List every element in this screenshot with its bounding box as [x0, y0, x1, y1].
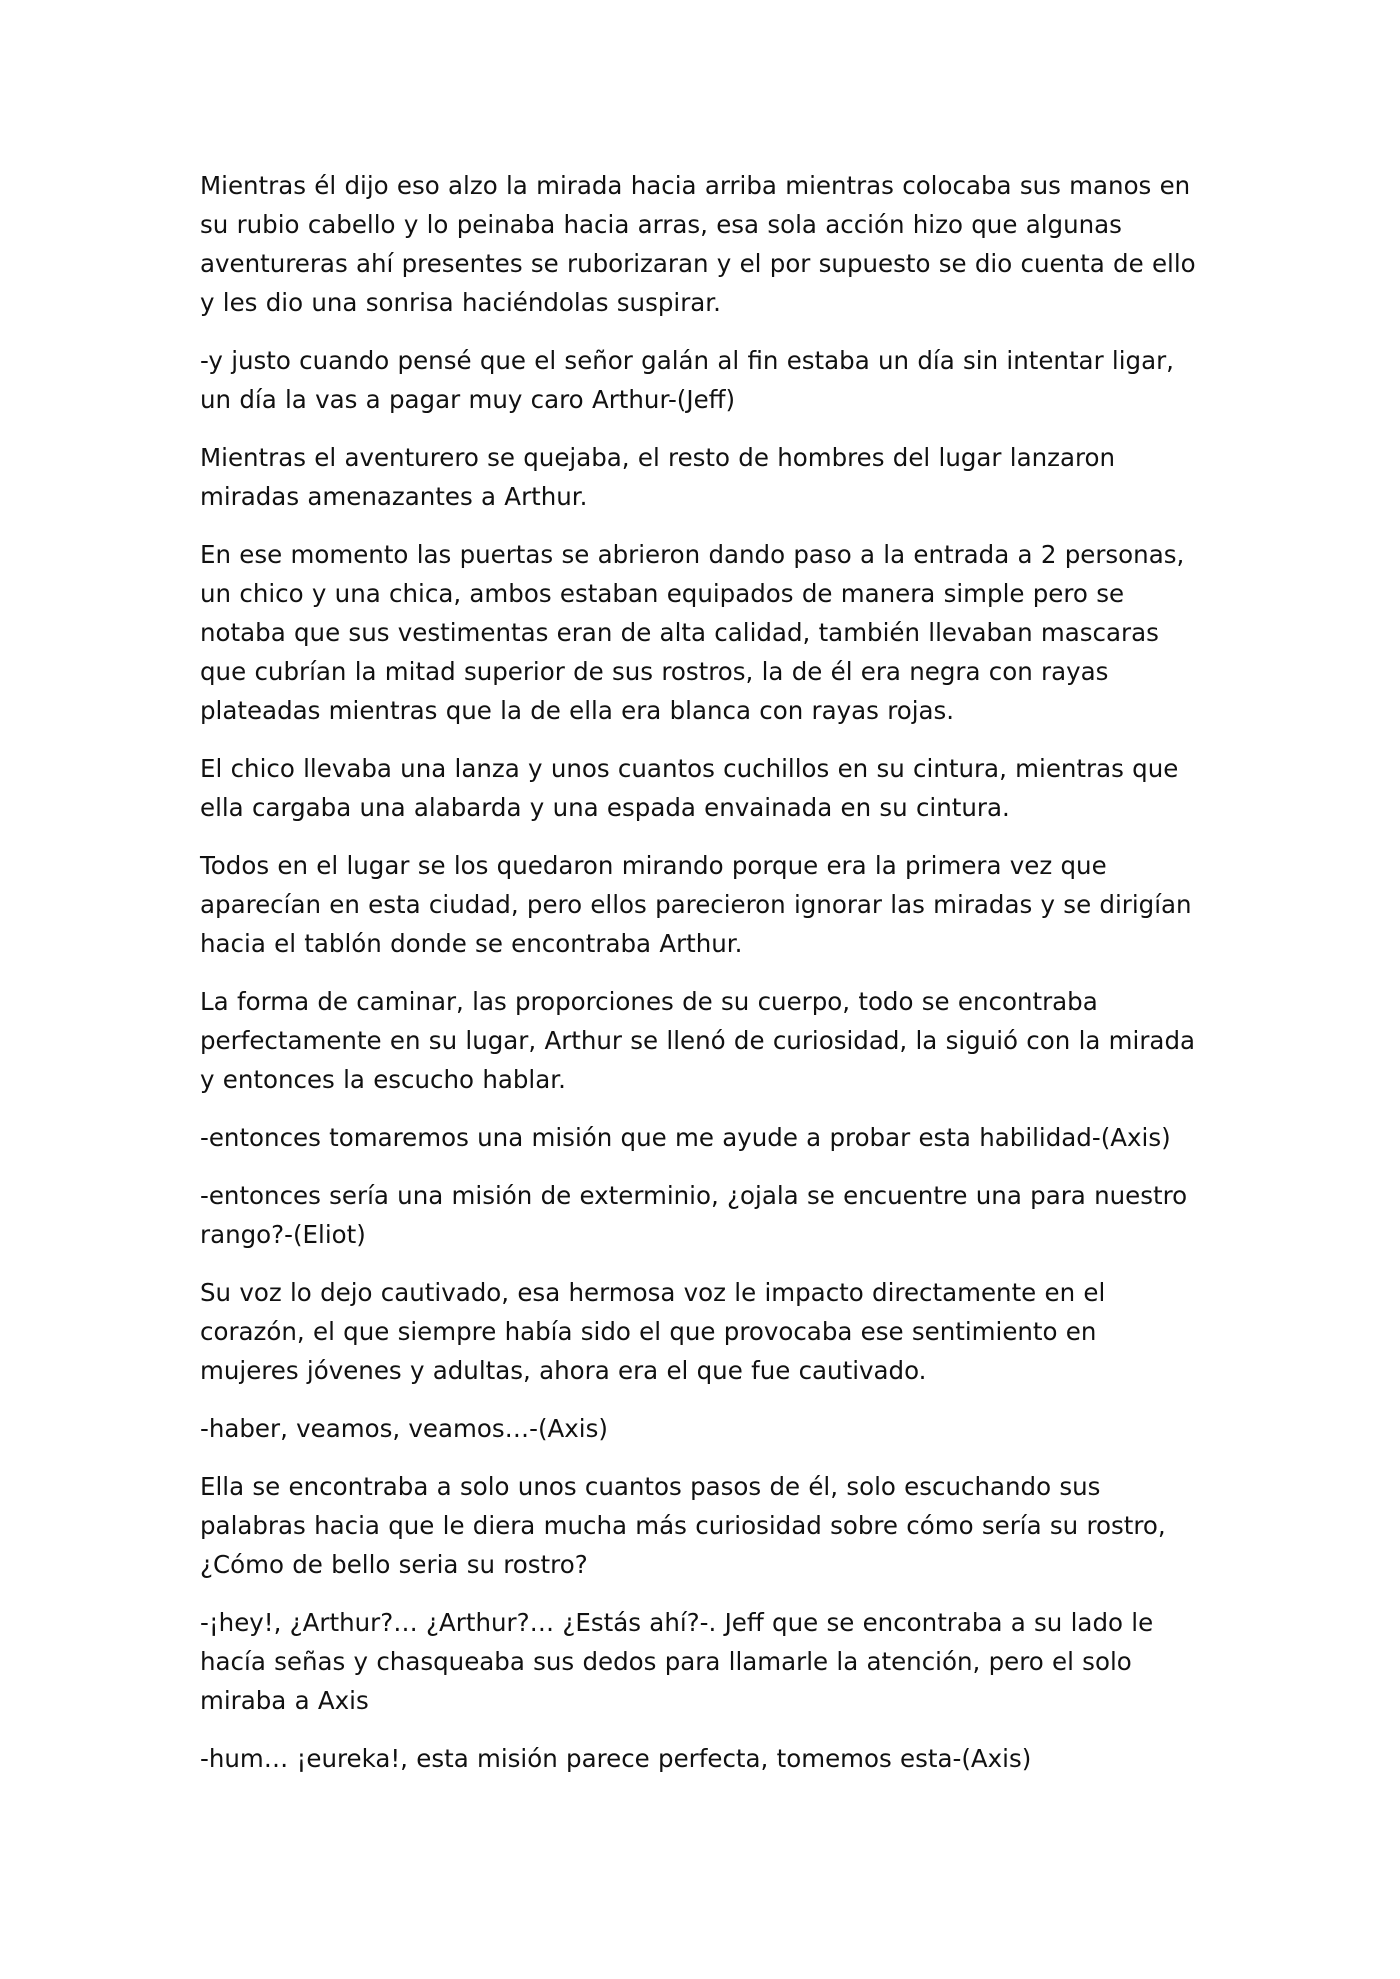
paragraph: -hum… ¡eureka!, esta misión parece perfecta, tomemos esta-(Axis)	[200, 1744, 1032, 1773]
paragraph: Mientras el aventurero se quejaba, el resto de hombres del lugar lanzaron miradas amenazantes a Arthur.	[200, 443, 1116, 511]
paragraph: -entonces tomaremos una misión que me ayude a probar esta habilidad-(Axis)	[200, 1123, 1171, 1152]
paragraph: Mientras él dijo eso alzo la mirada hacia arriba mientras colocaba sus manos en su rubio cabello y lo peinaba hacia arras, esa sola acción hizo que algunas aventureras ahí presentes se ruborizaran y el por supuesto se dio cuenta de ello y les dio una sonrisa haciéndolas suspirar.	[200, 171, 1196, 317]
paragraph: La forma de caminar, las proporciones de su cuerpo, todo se encontraba perfectamente en su lugar, Arthur se llenó de curiosidad, la siguió con la mirada y entonces la escucho hablar.	[200, 987, 1196, 1094]
document-body	[200, 166, 1200, 1797]
paragraph: Su voz lo dejo cautivado, esa hermosa voz le impacto directamente en el corazón, el que siempre había sido el que provocaba ese sentimiento en mujeres jóvenes y adultas, ahora era el que fue cautivado.	[200, 1278, 1106, 1385]
paragraph: En ese momento las puertas se abrieron dando paso a la entrada a 2 personas, un chico y una chica, ambos estaban equipados de manera simple pero se notaba que sus vestimentas eran de alta calidad, también llevaban mascaras que cubrían la mitad superior de sus rostros, la de él era negra con rayas plateadas mientras que la de ella era blanca con rayas rojas.	[200, 540, 1185, 725]
paragraph: Todos en el lugar se los quedaron mirando porque era la primera vez que aparecían en esta ciudad, pero ellos parecieron ignorar las miradas y se dirigían hacia el tablón donde se encontraba Arthur.	[200, 851, 1192, 958]
paragraph: -¡hey!, ¿Arthur?… ¿Arthur?… ¿Estás ahí?-. Jeff que se encontraba a su lado le hacía señas y chasqueaba sus dedos para llamarle la atención, pero el solo miraba a Axis	[200, 1608, 1154, 1715]
paragraph: -entonces sería una misión de exterminio, ¿ojala se encuentre una para nuestro rango?-(Eliot)	[200, 1181, 1188, 1249]
paragraph: -haber, veamos, veamos…-(Axis)	[200, 1414, 608, 1443]
paragraph: -y justo cuando pensé que el señor galán al fin estaba un día sin intentar ligar, un día la vas a pagar muy caro Arthur-(Jeff)	[200, 346, 1174, 414]
paragraph: Ella se encontraba a solo unos cuantos pasos de él, solo escuchando sus palabras hacia que le diera mucha más curiosidad sobre cómo sería su rostro, ¿Cómo de bello seria su rostro?	[200, 1472, 1166, 1579]
paragraph: El chico llevaba una lanza y unos cuantos cuchillos en su cintura, mientras que ella cargaba una alabarda y una espada envainada en su cintura.	[200, 754, 1179, 822]
